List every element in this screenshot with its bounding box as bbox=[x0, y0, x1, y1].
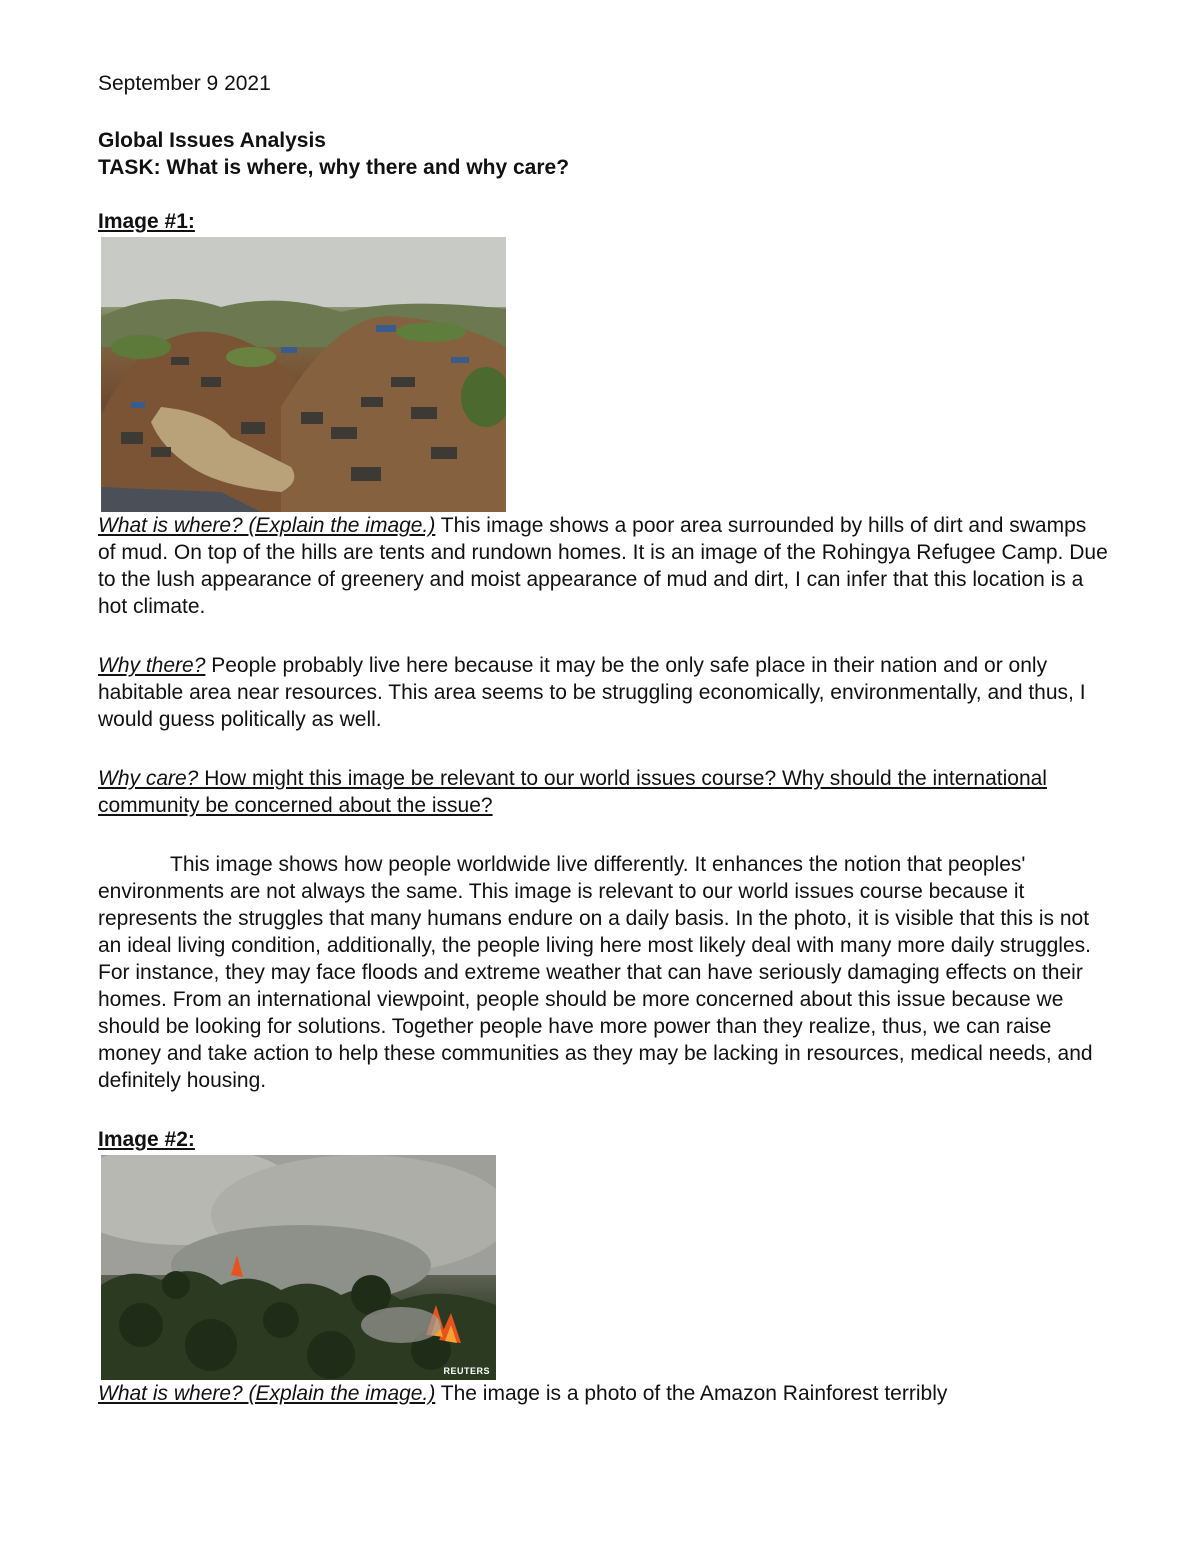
image-1-heading: Image #1: bbox=[98, 210, 195, 233]
task-statement: TASK: What is where, why there and why care? bbox=[98, 156, 570, 179]
image-2-what-paragraph bbox=[98, 1380, 1108, 1407]
rainforest-fire-illustration bbox=[101, 1155, 496, 1380]
rainforest-fire-photo bbox=[101, 1155, 496, 1380]
spacer bbox=[98, 181, 1108, 208]
document-page bbox=[98, 70, 1108, 1407]
why-care-answer: This image shows how people worldwide live differently. It enhances the notion that peoples' environments are not always the same. This image is relevant to our world issues course because it represents the struggles that many humans endure on a daily basis. In the photo, it is visible that this is not an ideal living condition, additionally, the people living here most likely deal with many more daily struggles. For instance, they may face floods and extreme weather that can have seriously damaging effects on their homes. From an international viewpoint, people should be more concerned about this issue because we should be looking for solutions. Together people have more power than they realize, thus, we can raise money and take action to help these communities as they may be lacking in resources, medical needs, and definitely housing. bbox=[98, 853, 1093, 1092]
what-is-where-answer: The image is a photo of the Amazon Rainforest terribly bbox=[435, 1382, 948, 1405]
why-there-label: Why there? bbox=[98, 654, 206, 677]
what-is-where-label: What is where? (Explain the image.) bbox=[98, 514, 436, 537]
image-1-what-paragraph bbox=[98, 512, 1108, 620]
why-care-question-text: How might this image be relevant to our world issues course? Why should the international community be concerned about the issue? bbox=[98, 767, 1047, 817]
what-is-where-answer: This image shows a poor area surrounded by hills of dirt and swamps of mud. On top of the hills are tents and rundown homes. It is an image of the Rohingya Refugee Camp. Due to the lush appearance of greenery and moist appearance of mud and dirt, I can infer that this location is a hot climate. bbox=[98, 514, 1108, 618]
refugee-camp-illustration bbox=[101, 237, 506, 512]
why-there-answer: People probably live here because it may be the only safe place in their nation and or only habitable area near resources. This area seems to be struggling economically, environmentally, and thus, I would guess politically as well. bbox=[98, 654, 1086, 731]
document-title: Global Issues Analysis bbox=[98, 129, 326, 152]
spacer bbox=[98, 1094, 1108, 1126]
refugee-camp-photo bbox=[101, 237, 506, 512]
photo-credit: REUTERS bbox=[443, 1366, 490, 1376]
spacer bbox=[98, 819, 1108, 851]
spacer bbox=[98, 620, 1108, 652]
document-date: September 9 2021 bbox=[98, 72, 271, 95]
spacer bbox=[98, 97, 1108, 127]
image-2-heading: Image #2: bbox=[98, 1128, 195, 1151]
why-care-label: Why care? bbox=[98, 767, 199, 790]
spacer bbox=[98, 733, 1108, 765]
image-1-why-there-paragraph bbox=[98, 652, 1108, 733]
image-1-why-care-question bbox=[98, 765, 1108, 819]
what-is-where-label: What is where? (Explain the image.) bbox=[98, 1382, 436, 1405]
